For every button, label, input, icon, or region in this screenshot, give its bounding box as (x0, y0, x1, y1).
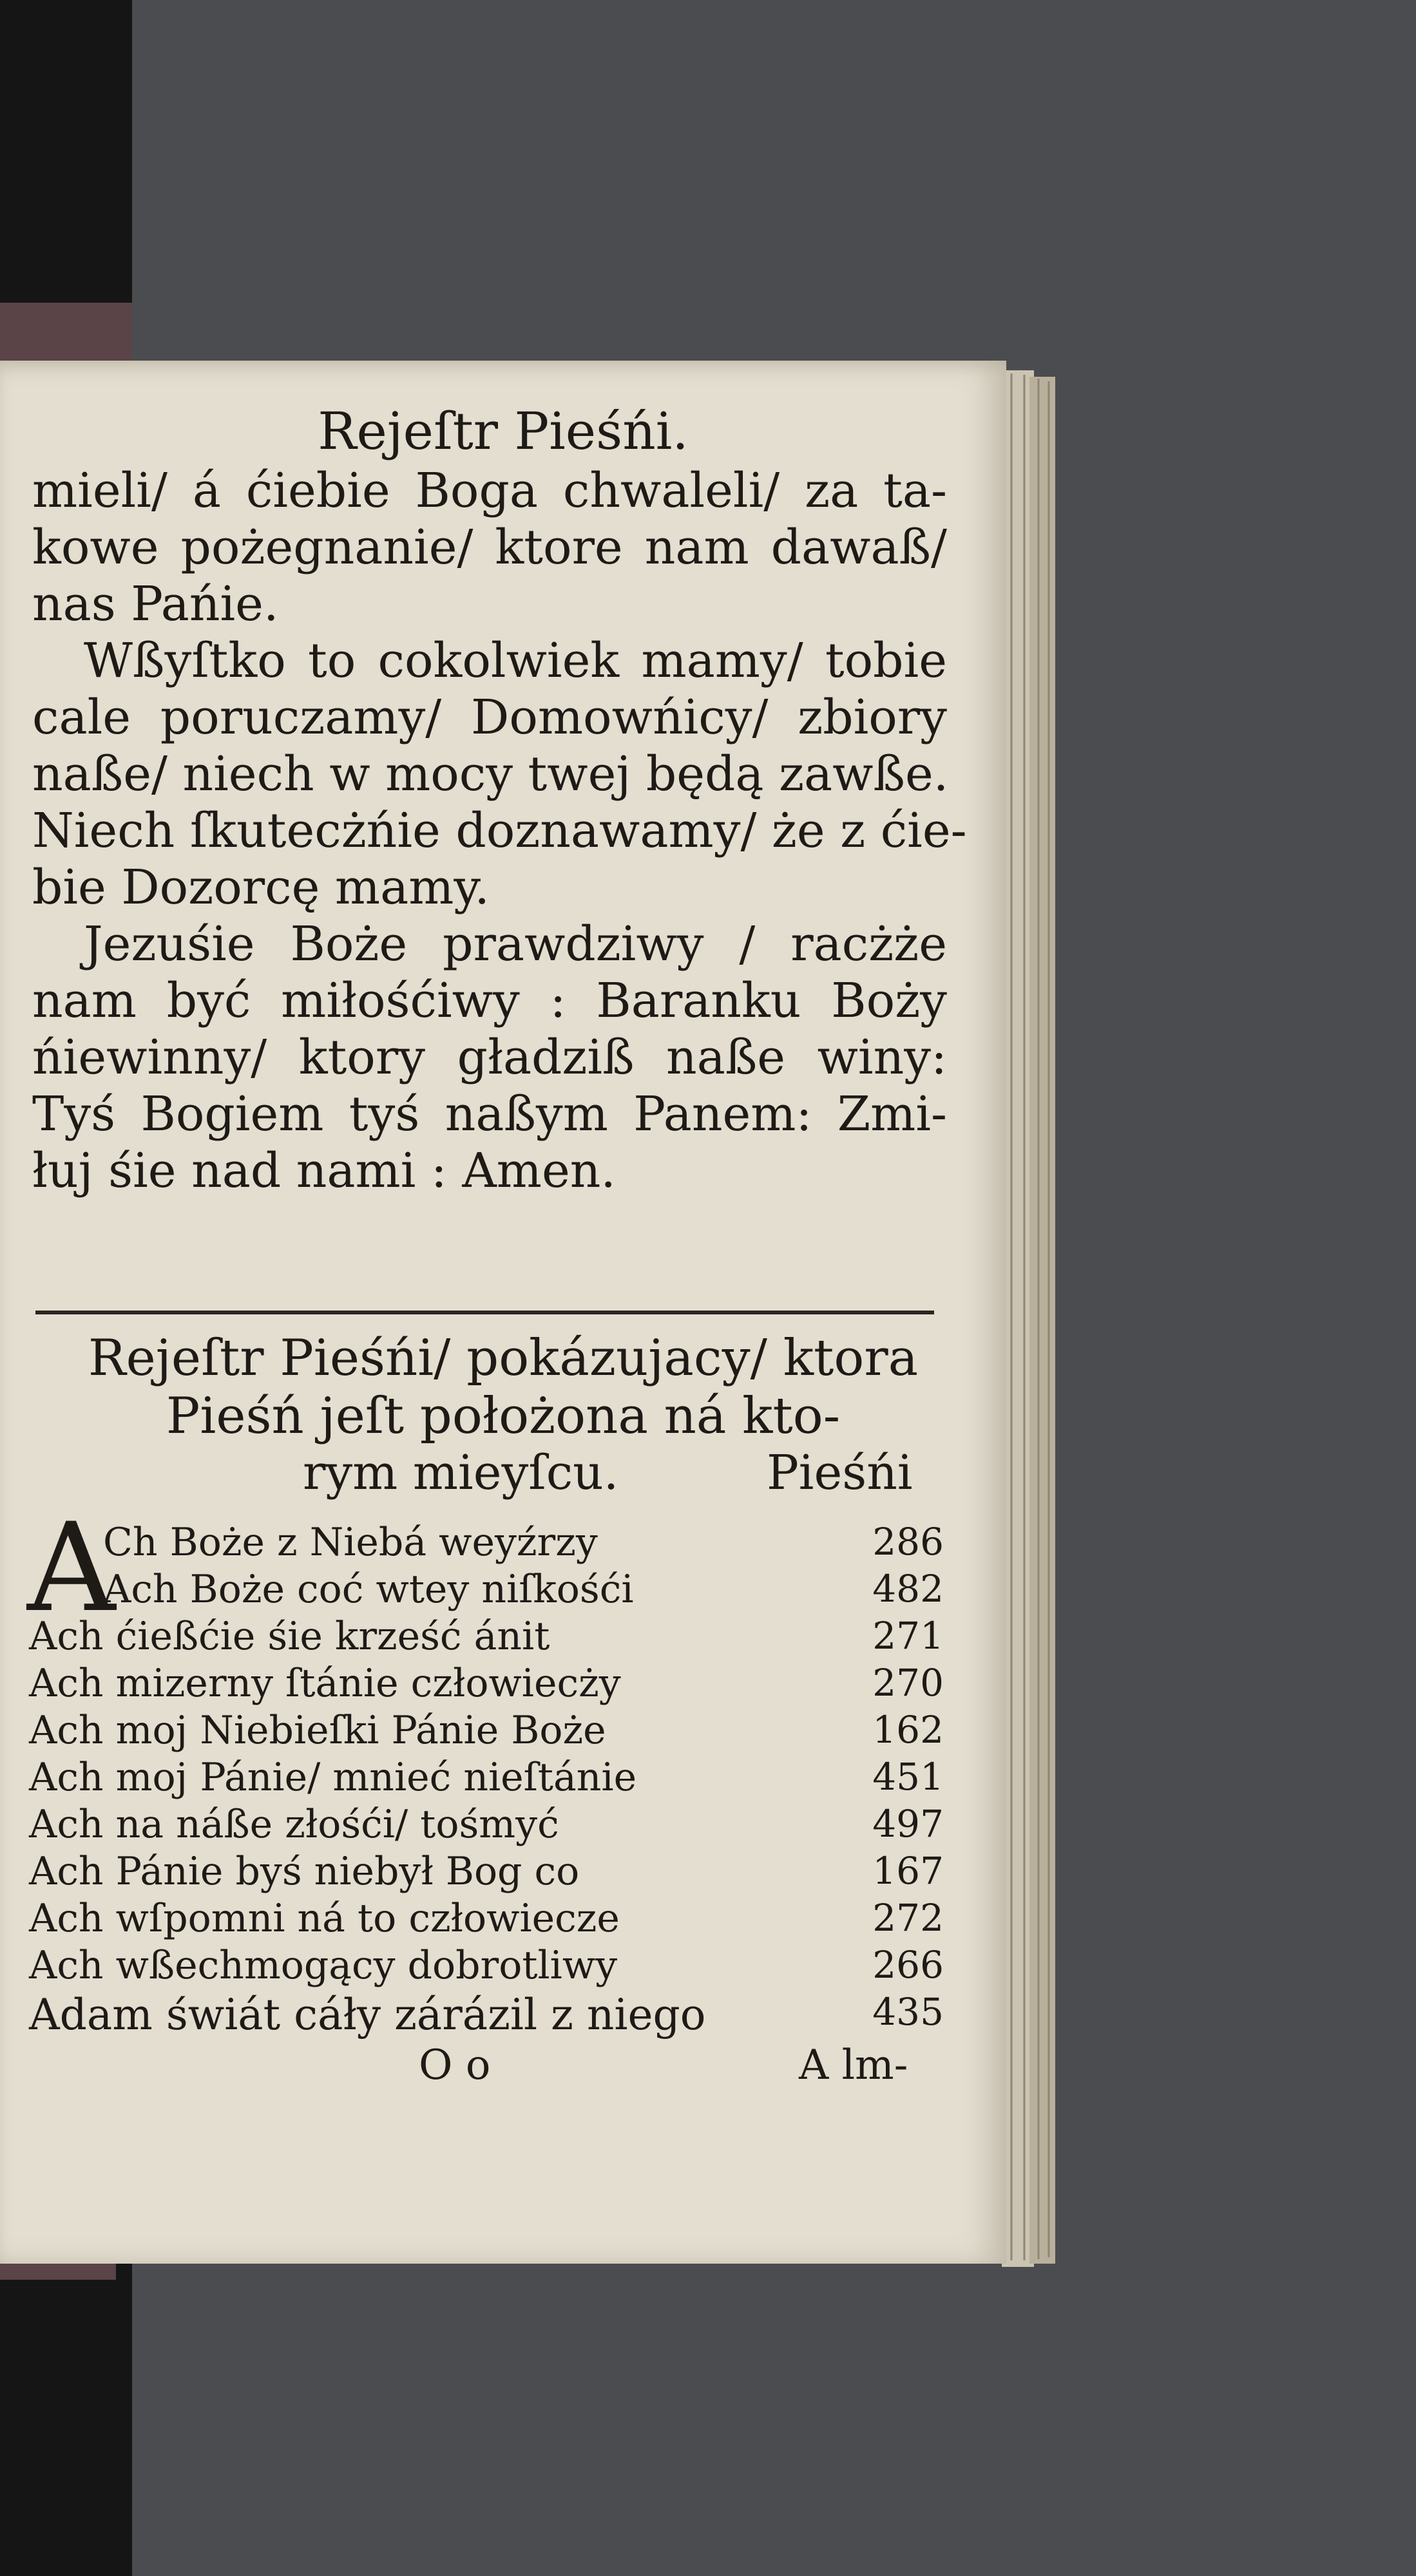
entry-title: Ach moj Pánie/ mnieć nieſtánie (29, 1755, 637, 1800)
running-title: Rejeſtr Pieśńi. (318, 401, 689, 461)
entry-number: 272 (872, 1896, 944, 1940)
hymn-line: nam być miłośćiwy : Baranku Boży (32, 973, 947, 1028)
list-item (29, 1802, 944, 1847)
entry-number: 162 (872, 1708, 944, 1752)
entry-title: Adam świát cáły zárázil z niego (29, 1990, 706, 2040)
list-item (29, 1849, 944, 1894)
hymn-line: naße/ niech w mocy twej będą zawße. (32, 746, 949, 802)
index-heading-line: Pieśń jeſt położona ná kto- (166, 1387, 841, 1445)
index-heading-line: Rejeſtr Pieśńi/ pokázujacy/ ktora (88, 1329, 919, 1387)
entry-number: 270 (872, 1661, 944, 1705)
list-item (29, 1896, 944, 1941)
hymn-line: bie Dozorcę mamy. (32, 860, 490, 915)
list-item (29, 1661, 944, 1706)
entry-title: Ach na náße złośći/ tośmyć (29, 1802, 559, 1847)
signature-mark: O o (419, 2041, 491, 2089)
entry-number: 286 (872, 1520, 944, 1564)
entry-title: Ach wſpomni ná to człowiecze (29, 1896, 620, 1941)
section-rule (35, 1311, 934, 1314)
entry-number: 497 (872, 1802, 944, 1846)
hymn-line: Tyś Bogiem tyś naßym Panem: Zmi- (32, 1086, 947, 1142)
hymn-line: ńiewinny/ ktory gładziß naße winy: (32, 1030, 947, 1085)
entry-title: Ch Boże z Niebá weyźrzy (103, 1520, 598, 1565)
hymn-line: nas Pańie. (32, 576, 279, 632)
index-heading-line: rym mieyſcu. (303, 1445, 619, 1501)
entry-number: 266 (872, 1943, 944, 1987)
hymn-line: łuj śie nad nami : Amen. (32, 1143, 616, 1198)
entry-number: 167 (872, 1849, 944, 1893)
hymn-line: cale poruczamy/ Domowńicy/ zbiory (32, 690, 947, 745)
hymn-line: mieli/ á ćiebie Boga chwaleli/ za ta- (32, 463, 947, 518)
catchword: A lm- (799, 2041, 908, 2089)
hymn-line: kowe pożegnanie/ ktore nam dawaß/ (32, 520, 947, 575)
hymn-line: Niech ſkutecżńie doznawamy/ że z ćie- (32, 803, 967, 858)
book-page (0, 361, 1006, 2264)
list-item (29, 1990, 944, 2040)
entry-title: Ach ćießćie śie krześć ánit (29, 1614, 550, 1659)
entry-title: Ach moj Niebieſki Pánie Boże (29, 1708, 606, 1753)
hymn-line: Wßyſtko to cokolwiek mamy/ tobie (84, 633, 947, 688)
hymn-line: Jezuśie Boże prawdziwy / racżże (84, 916, 947, 972)
list-item (29, 1708, 944, 1753)
list-item (29, 1567, 944, 1612)
entry-number: 451 (872, 1755, 944, 1799)
entry-number: 435 (872, 1990, 944, 2034)
list-item (29, 1614, 944, 1659)
entry-number: 482 (872, 1567, 944, 1611)
column-header: Pieśńi (767, 1445, 913, 1501)
entry-title: Ach wßechmogący dobrotliwy (29, 1943, 618, 1988)
entry-title: Ach Pánie byś niebył Bog co (29, 1849, 580, 1894)
entry-number: 271 (872, 1614, 944, 1658)
decorated-initial: A (27, 1497, 116, 1639)
entry-title: Ach mizerny ſtánie człowiecży (29, 1661, 621, 1706)
entry-title: Ach Boże coć wtey niſkośći (103, 1567, 634, 1612)
list-item (29, 1943, 944, 1988)
list-item (29, 1755, 944, 1800)
list-item (29, 1520, 944, 1565)
